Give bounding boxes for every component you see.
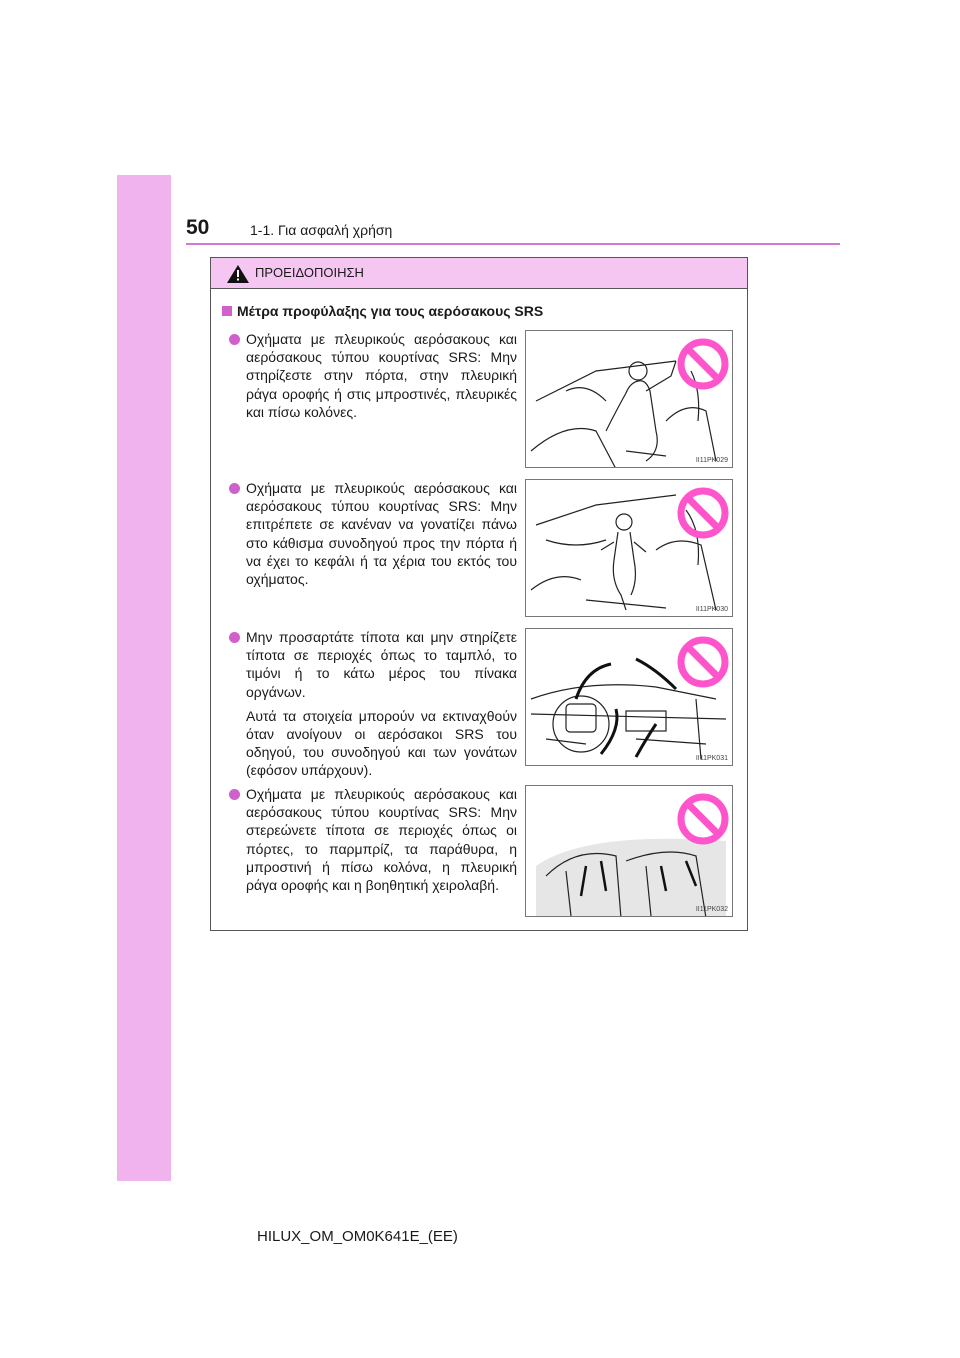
section-heading-text: Μέτρα προφύλαξης για τους αερόσακους SRS: [237, 303, 544, 319]
figure-leaning-on-door: [525, 330, 733, 468]
section-heading: [222, 303, 543, 319]
item-text: Μην προσαρτάτε τίποτα και μην στηρίζετε τίποτα σε περιοχές όπως το ταμπλό, το τιμόνι ή το κάτω μέρος του πίνακα οργάνων.: [246, 629, 517, 700]
prohibition-icon: [676, 792, 730, 846]
square-bullet-icon: [222, 306, 232, 316]
item-text: Οχήματα με πλευρικούς αερόσακους και αερόσακους τύπου κουρτίνας SRS: Μην στηρίζεστε στην πόρτα, στην πλευρική ράγα οροφής ή στις μπροστινές, πλευρικές και πίσω κολόνες.: [246, 331, 517, 420]
figure-kneeling-passenger: [525, 479, 733, 617]
figure-cabin-interior: [525, 785, 733, 917]
header-divider: [186, 243, 840, 245]
chapter-title: 1-1. Για ασφαλή χρήση: [250, 222, 393, 238]
bullet-dot-icon: [229, 632, 240, 643]
list-item: [229, 628, 517, 786]
page-number: 50: [186, 216, 210, 239]
figure-code: II11PK029: [695, 457, 728, 464]
item-text: Οχήματα με πλευρικούς αερόσακους και αερόσακους τύπου κουρτίνας SRS: Μην στερεώνετε τίποτα σε περιοχές όπως οι πόρτες, το παρμπρίζ, τα παράθυρα, η μπροστινή ή πίσω κολόνα, η πλευρική ράγα οροφής και η βοηθητική χειρολαβή.: [246, 786, 517, 894]
list-item: [229, 330, 517, 427]
figure-code: II11PK032: [695, 906, 728, 913]
chapter-tab: [117, 175, 171, 1181]
bullet-dot-icon: [229, 334, 240, 345]
prohibition-icon: [676, 337, 730, 391]
warning-box: [210, 257, 748, 931]
list-item: [229, 785, 517, 900]
warning-title: ΠΡΟΕΙΔΟΠΟΙΗΣΗ: [255, 265, 364, 280]
prohibition-icon: [676, 486, 730, 540]
bullet-dot-icon: [229, 789, 240, 800]
figure-code: II11PK031: [695, 755, 728, 762]
prohibition-icon: [676, 635, 730, 689]
warning-triangle-icon: [227, 265, 249, 283]
warning-header: [211, 258, 747, 289]
figure-code: II11PK030: [695, 606, 728, 613]
list-item: [229, 479, 517, 594]
document-footer: HILUX_OM_OM0K641E_(EE): [257, 1228, 458, 1245]
item-text: Οχήματα με πλευρικούς αερόσακους και αερόσακους τύπου κουρτίνας SRS: Μην επιτρέπετε σε κανέναν να γονατίζει πάνω στο κάθισμα συνοδηγού προς την πόρτα ή να έχει το κεφάλι ή τα χέρια του εκτός του οχήματος.: [246, 480, 517, 588]
item-text: Αυτά τα στοιχεία μπορούν να εκτιναχθούν όταν ανοίγουν οι αερόσακοι SRS του οδηγού, του συνοδηγού και των γονάτων (εφόσον υπάρχουν).: [246, 707, 517, 779]
bullet-dot-icon: [229, 483, 240, 494]
figure-dashboard: [525, 628, 733, 766]
